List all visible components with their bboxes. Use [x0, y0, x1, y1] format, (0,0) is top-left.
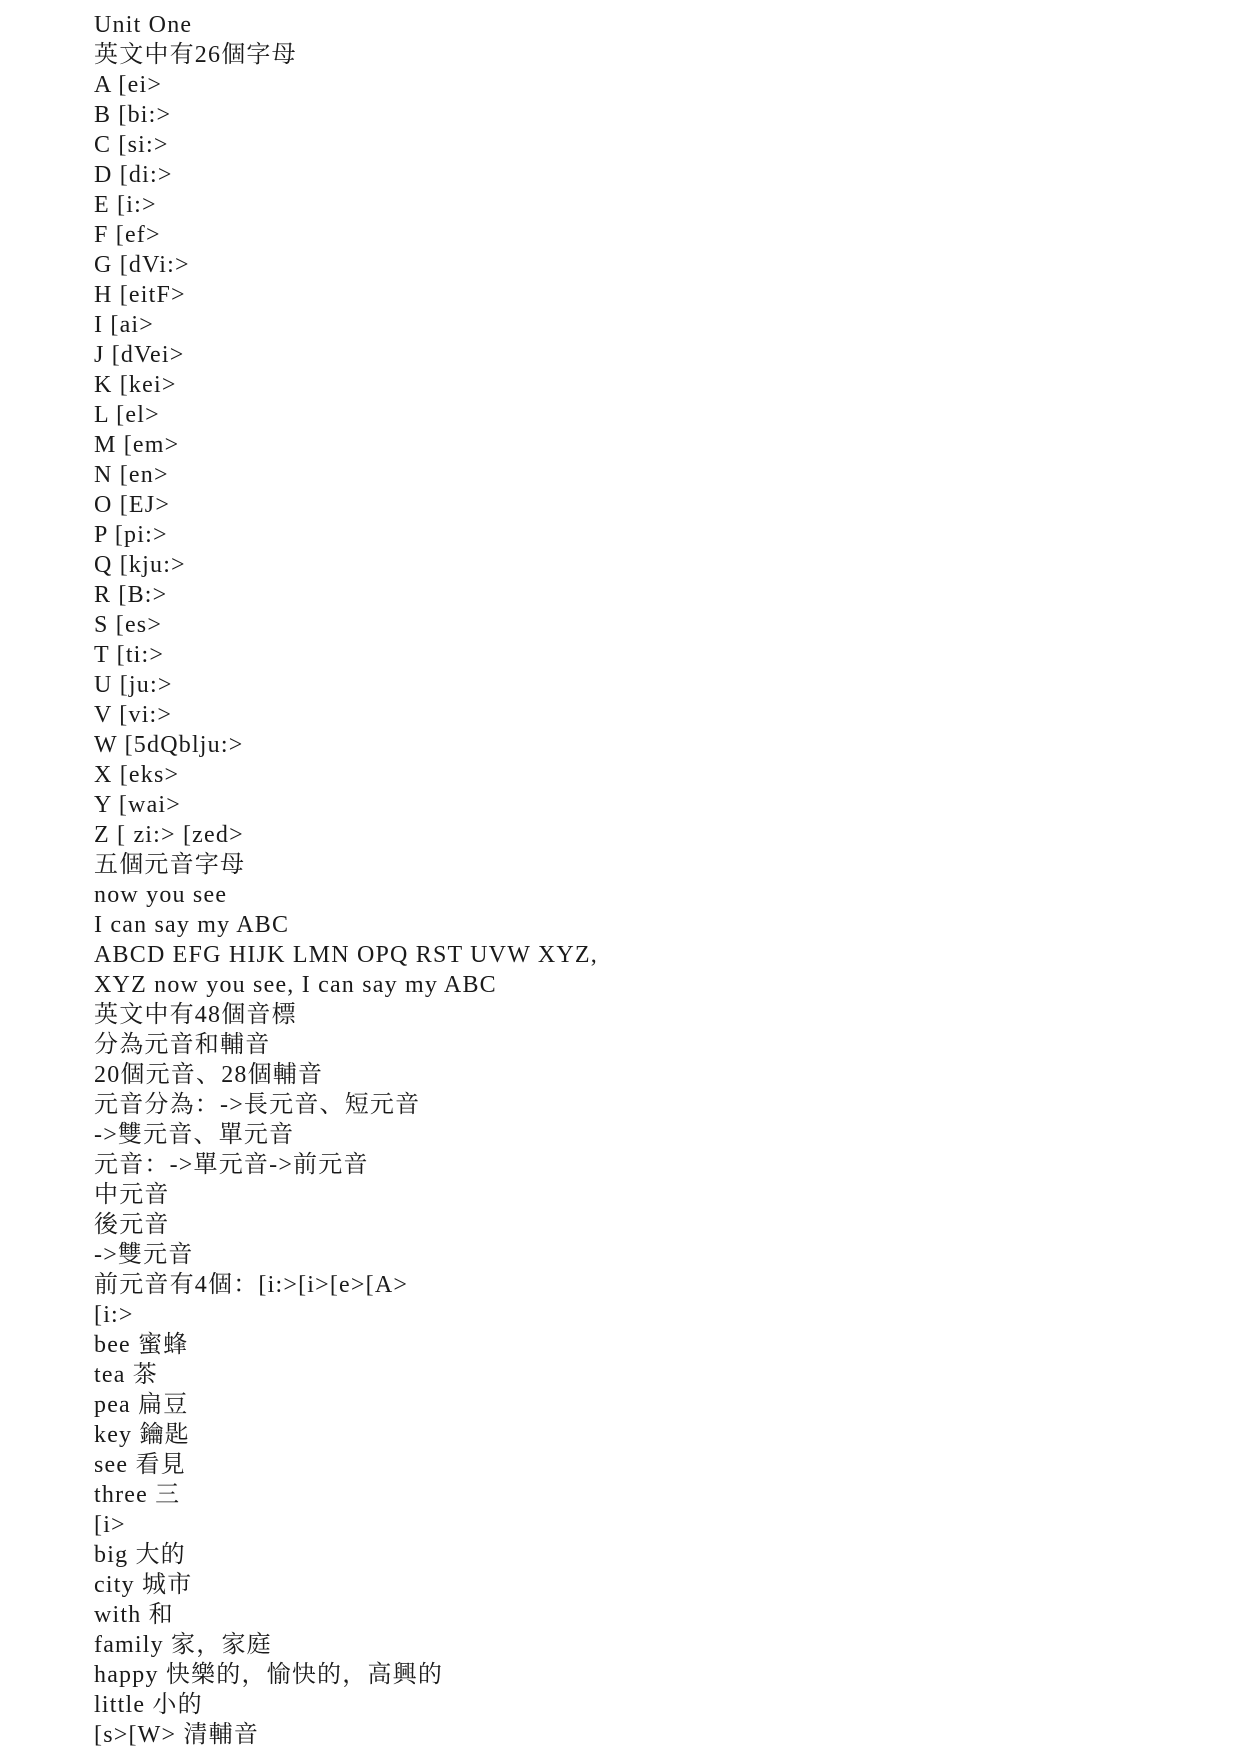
text-line: K [kei>: [94, 372, 177, 398]
text-line: 分為元音和輔音: [94, 1032, 271, 1058]
text-line: H [eitF>: [94, 282, 186, 308]
text-line: ->雙元音、單元音: [94, 1122, 295, 1148]
text-line: [s>[W> 清輔音: [94, 1722, 260, 1748]
text-line: family 家，家庭: [94, 1632, 272, 1658]
text-line: with 和: [94, 1602, 174, 1628]
text-line: [i:>: [94, 1302, 134, 1328]
text-line: O [EJ>: [94, 492, 171, 518]
text-line: G [dVi:>: [94, 252, 190, 278]
text-line: Z [ zi:> [zed>: [94, 822, 244, 848]
text-line: now you see: [94, 882, 228, 908]
text-line: 英文中有26個字母: [94, 42, 297, 68]
text-line: T [ti:>: [94, 642, 165, 668]
text-line: ABCD EFG HIJK LMN OPQ RST UVW XYZ,: [94, 942, 598, 968]
text-line: key 鑰匙: [94, 1422, 190, 1448]
text-line: city 城市: [94, 1572, 193, 1598]
text-line: 英文中有48個音標: [94, 1002, 297, 1028]
document-text: [94, 10, 598, 1750]
text-line: C [si:>: [94, 132, 169, 158]
text-line: [i>: [94, 1512, 126, 1538]
text-line: ->雙元音: [94, 1242, 194, 1268]
text-line: 前元音有4個：[i:>[i>[e>[A>: [94, 1272, 409, 1298]
text-line: Q [kju:>: [94, 552, 186, 578]
text-line: I [ai>: [94, 312, 155, 338]
text-line: L [el>: [94, 402, 160, 428]
text-line: little 小的: [94, 1692, 203, 1718]
text-line: big 大的: [94, 1542, 186, 1568]
text-line: E [i:>: [94, 192, 157, 218]
text-line: see 看見: [94, 1452, 186, 1478]
text-line: M [em>: [94, 432, 180, 458]
text-line: A [ei>: [94, 72, 163, 98]
text-line: XYZ now you see, I can say my ABC: [94, 972, 497, 998]
text-line: U [ju:>: [94, 672, 173, 698]
text-line: R [B:>: [94, 582, 168, 608]
text-line: 元音：->單元音->前元音: [94, 1152, 369, 1178]
text-line: X [eks>: [94, 762, 180, 788]
text-line: 中元音: [94, 1182, 170, 1208]
text-line: W [5dQblju:>: [94, 732, 244, 758]
text-line: P [pi:>: [94, 522, 168, 548]
text-line: D [di:>: [94, 162, 173, 188]
text-line: I can say my ABC: [94, 912, 290, 938]
text-line: happy 快樂的，愉快的，高興的: [94, 1662, 444, 1688]
text-line: bee 蜜蜂: [94, 1332, 189, 1358]
text-line: B [bi:>: [94, 102, 172, 128]
text-line: 後元音: [94, 1212, 170, 1238]
text-line: 元音分為：->長元音、短元音: [94, 1092, 421, 1118]
text-line: tea 茶: [94, 1362, 158, 1388]
text-line: three 三: [94, 1482, 181, 1508]
text-line: pea 扁豆: [94, 1392, 189, 1418]
text-line: Unit One: [94, 12, 193, 38]
text-line: Y [wai>: [94, 792, 182, 818]
text-line: V [vi:>: [94, 702, 173, 728]
text-line: F [ef>: [94, 222, 161, 248]
text-line: 五個元音字母: [94, 852, 246, 878]
text-line: S [es>: [94, 612, 163, 638]
text-line: N [en>: [94, 462, 169, 488]
text-line: 20個元音、28個輔音: [94, 1062, 324, 1088]
text-line: J [dVei>: [94, 342, 185, 368]
